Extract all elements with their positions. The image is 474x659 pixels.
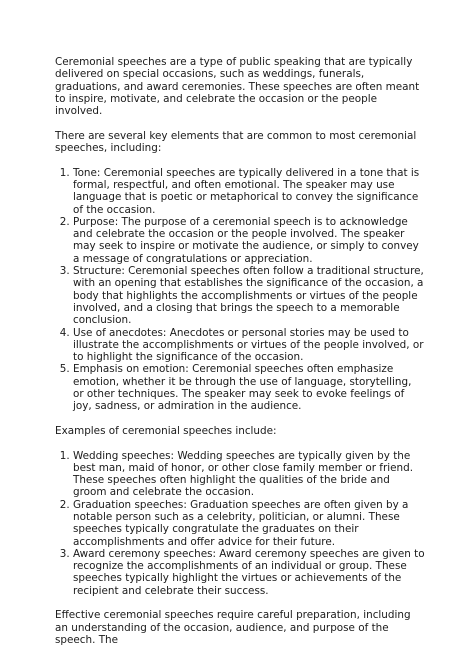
list-item: 3. Award ceremony speeches: Award ceremony speeches are given to recognize the accomplishments of an individual or group. These speeches typically highlight the virtues or achievements of the recipient and celebrate their success. [73,548,425,597]
intro-paragraph: Ceremonial speeches are a type of public speaking that are typically delivered on special occasions, such as weddings, funerals, graduations, and award ceremonies. These speeches are often meant to inspire, motivate, and celebrate the occasion or the people involved. [55,56,420,118]
list-item: 5. Emphasis on emotion: Ceremonial speeches often emphasize emotion, whether it be through the use of language, storytelling, or other techniques. The speaker may seek to evoke feelings of joy, sadness, or admiration in the audience. [73,363,425,412]
document-body [55,56,425,659]
key-elements-list [55,167,425,413]
list-item: 2. Graduation speeches: Graduation speeches are often given by a notable person such as a celebrity, politician, or alumni. These speeches typically congratulate the graduates on their accomplishments and offer advice for their future. [73,499,425,548]
closing-paragraph: Effective ceremonial speeches require careful preparation, including an understanding of the occasion, audience, and purpose of the speech. The [55,609,411,646]
examples-list [55,450,425,598]
list-item: 2. Purpose: The purpose of a ceremonial speech is to acknowledge and celebrate the occasion or the people involved. The speaker may seek to inspire or motivate the audience, or simply to convey a message of congratulations or appreciation. [73,216,425,265]
elements-intro-paragraph: There are several key elements that are common to most ceremonial speeches, including: [55,129,417,155]
list-item: 1. Tone: Ceremonial speeches are typically delivered in a tone that is formal, respectful, and often emotional. The speaker may use language that is poetic or metaphorical to convey the significance of the occasion. [73,167,425,216]
list-item: 4. Use of anecdotes: Anecdotes or personal stories may be used to illustrate the accomplishments or virtues of the people involved, or to highlight the significance of the occasion. [73,327,425,364]
list-item: 1. Wedding speeches: Wedding speeches are typically given by the best man, maid of honor, or other close family member or friend. These speeches often highlight the qualities of the bride and groom and celebrate the occasion. [73,450,425,499]
examples-intro-paragraph: Examples of ceremonial speeches include: [55,424,277,437]
list-item: 3. Structure: Ceremonial speeches often follow a traditional structure, with an opening that establishes the significance of the occasion, a body that highlights the accomplishments or virtues of the people involved, and a closing that brings the speech to a memorable conclusion. [73,265,425,326]
